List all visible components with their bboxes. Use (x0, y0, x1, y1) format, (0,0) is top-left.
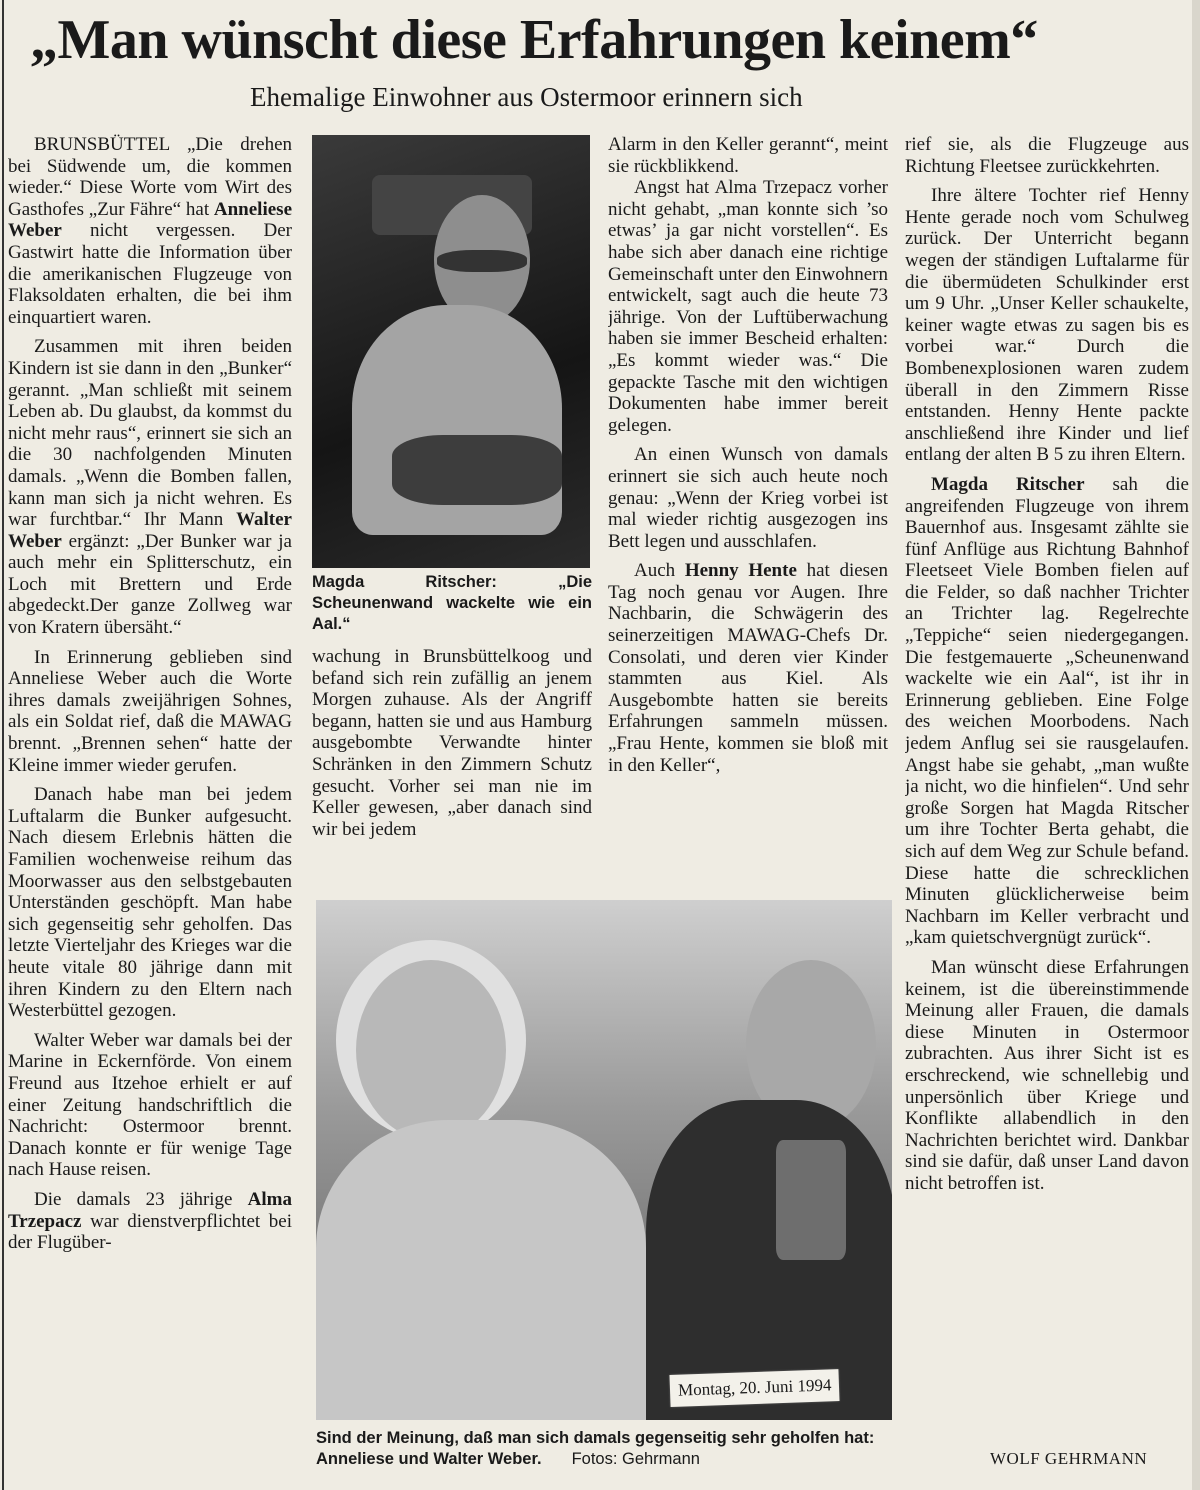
author-byline: WOLF GEHRMANN (990, 1449, 1148, 1468)
bold-name: Alma Trzepacz (8, 1188, 292, 1232)
paragraph (8, 1189, 292, 1254)
bold-name: Anneliese Weber (8, 198, 292, 242)
bold-name: Walter Weber (8, 509, 292, 552)
paragraph (608, 134, 888, 177)
text-segment: Danach habe man bei jedem Luftalarm die Bunker aufgesucht. Nach diesem Erlebnis hätten die Familien wochenweise reihum das Moorwasser aus den selbstgebauten Unterständen geschöpft. Man habe sich gegenseitig sehr geholfen. Das letzte Vierteljahr des Krieges war die heute vitale 80 jährige dann mit ihren Kindern zu den Eltern nach Westerbüttel gezogen. (8, 784, 292, 1022)
page-edge-line (2, 0, 4, 1490)
photo2-caption-text: Sind der Meinung, daß man sich damals gegenseitig sehr geholfen hat: Anneliese und Walter Weber. (316, 1429, 875, 1468)
bold-name: Henny Hente (684, 560, 797, 582)
text-segment: Man wünscht diese Erfahrungen keinem, ist die übereinstimmende Meinung aller Frauen, die damals diese Minuten in Ostermoor zubrachten. Aus ihrer Sicht ist es erschreckend, wie schnellebig und unpersönlich über Kriege und Konflikte allabendlich in den Nachrichten berichtet wird. Dankbar sind sie dafür, daß unser Land davon nicht betroffen ist. (905, 956, 1189, 1194)
subtitle: Ehemalige Einwohner aus Ostermoor erinnern sich (250, 82, 803, 112)
text-segment: wachung in Brunsbüttelkoog und befand sich rein zufällig an jenem Morgen zuhause. Als der Angriff begann, hatten sie und aus Hamburg ausgebombte Verwandte hinter Schränken in den Zimmern Schutz gesucht. Vorher sei man nie im Keller gewesen, „aber danach sind wir bei jedem (312, 646, 592, 840)
photo-magda-ritscher (312, 135, 590, 568)
paragraph (608, 560, 888, 776)
article-column-2 (312, 646, 592, 882)
bold-name: Magda Ritscher (931, 473, 1085, 495)
paragraph (905, 957, 1189, 1195)
text-segment: rief sie, als die Flugzeuge aus Richtung Fleetsee zurückkehrten. (905, 134, 1189, 177)
headline: „Man wünscht diese Erfahrungen keinem“ (30, 9, 1038, 71)
article-column-3 (608, 134, 888, 882)
photo-credit: Fotos: Gehrmann (571, 1450, 700, 1468)
paragraph (8, 134, 292, 328)
text-segment: BRUNSBÜTTEL „Die drehen bei Südwende um, die kommen wieder.“ Diese Worte vom Wirt des Gasthofes „Zur Fähre“ hat (8, 134, 292, 220)
paragraph (608, 444, 888, 552)
text-segment: Walter Weber war damals bei der Marine in Eckernförde. Von einem Freund aus Itzehoe erhielt er auf einer Zeitung handschriftlich die Nachricht: Ostermoor brennt. Danach konnte er für wenige Tage nach Hause reisen. (8, 1029, 292, 1181)
text-segment: Die damals 23 jährige (34, 1188, 248, 1210)
photo-anneliese-walter-weber (316, 900, 892, 1420)
paragraph (8, 336, 292, 638)
paragraph (608, 177, 888, 436)
paragraph (8, 1030, 292, 1181)
text-segment: ergänzt: „Der Bunker war ja auch mehr ein Splitterschutz, ein Loch mit Brettern und Erde abgedeckt.Der ganze Zollweg war von Kratern übersäht.“ (8, 530, 292, 639)
text-segment: Auch (634, 560, 685, 582)
text-segment: sah die angreifenden Flugzeuge von ihrem Bauernhof aus. Insgesamt zählte sie fünf Anflüge aus Richtung Bahnhof Fleetseet Viele Bomben fielen auf die Felder, so daß nachher Trichter an Trichter lag. Regelrechte „Teppiche“ seien niedergegangen. Die festgemauerte „Scheunenwand wackelte wie ein Aal“, ist ihr in Erinnerung geblieben. Eine Folge des weichen Moorbodens. Nach jedem Anflug sei sie rausgelaufen. Angst habe sie gehabt, „man wußte ja nicht, wo die hinfielen“. Und sehr große Sorgen hat Magda Ritscher um ihre Tochter Berta gehabt, die sich auf dem Weg zur Schule befand. Diese hatte die schrecklichen Minuten glücklicherweise beim Nachbarn im Keller verbracht und „kam quietschvergnügt zurück“. (905, 473, 1189, 949)
text-segment: hat diesen Tag noch genau vor Augen. Ihre Nachbarin, die Schwägerin des seinerzeitigen MAWAG-Chefs Dr. Consolati, und deren vier Kinder stammten aus Kiel. Als Ausgebombte hatten sie bereits Erfahrungen sammeln müssen. „Frau Hente, kommen sie bloß mit in den Keller“, (608, 560, 888, 776)
article-column-4 (905, 134, 1189, 1446)
paragraph (905, 185, 1189, 466)
paragraph (8, 784, 292, 1022)
paragraph (905, 134, 1189, 177)
photo1-caption: Magda Ritscher: „Die Scheunenwand wackelte wie ein Aal.“ (312, 573, 592, 633)
text-segment: Zusammen mit ihren beiden Kindern ist sie dann in den „Bunker“ gerannt. „Man schließt mit seinem Leben ab. Du glaubst, da kommst du nicht mehr raus“, erinnert sie sich an die 30 nachfolgenden Minuten damals. „Wenn die Bomben fallen, kann man sich ja nicht wehren. Es war furchtbar.“ Ihr Mann (8, 336, 292, 531)
text-segment: Angst hat Alma Trzepacz vorher nicht gehabt, „man konnte sich ’so etwas’ ja gar nicht vorstellen“. Es habe sich aber danach eine richtige Gemeinschaft unter den Einwohnern entwickelt, sagt auch die heute 73 jährige. Von der Luftüberwachung haben sie immer Bescheid erhalten: „Es kommt wieder was.“ Die gepackte Tasche mit den wichtigen Dokumenten habe immer bereit gelegen. (608, 177, 888, 436)
text-segment: Alarm in den Keller gerannt“, meint sie rückblikkend. (608, 134, 888, 177)
text-segment: An einen Wunsch von damals erinnert sie sich auch heute noch genau: „Wenn der Krieg vorbei ist mal wieder richtig ausgezogen ins Bett legen und ausschlafen. (608, 444, 888, 552)
text-segment: nicht vergessen. Der Gastwirt hatte die Information über die amerikanischen Flugzeuge von Flaksoldaten erhalten, die bei ihm einquartiert waren. (8, 220, 292, 328)
paragraph (312, 646, 592, 840)
text-segment: war dienstverpflichtet bei der Flugüber- (8, 1210, 292, 1254)
paragraph (905, 474, 1189, 949)
paragraph (8, 647, 292, 777)
text-segment: In Erinnerung geblieben sind Anneliese Weber auch die Worte ihres damals zweijährigen Sohnes, als ein Soldat rief, daß die MAWAG brennt. „Brennen sehen“ hatte der Kleine immer wieder gerufen. (8, 646, 292, 776)
text-segment: Ihre ältere Tochter rief Henny Hente gerade noch vom Schulweg zurück. Der Unterricht begann wegen der ständigen Luftalarme für die übermüdeten Schulkinder erst um 9 Uhr. „Unser Keller schaukelte, keiner wagte etwas zu sagen bis es vorbei war.“ Durch die Bombenexplosionen waren zudem überall in den Zimmern Risse entstanden. Henny Hente packte anschließend ihre Kinder und lief entlang der alten B 5 zu ihren Eltern. (905, 185, 1189, 466)
article-column-1 (8, 134, 292, 1446)
photo2-caption (316, 1428, 896, 1470)
date-label: Montag, 20. Juni 1994 (669, 1369, 839, 1407)
adjacent-page-strip (1192, 0, 1200, 1490)
